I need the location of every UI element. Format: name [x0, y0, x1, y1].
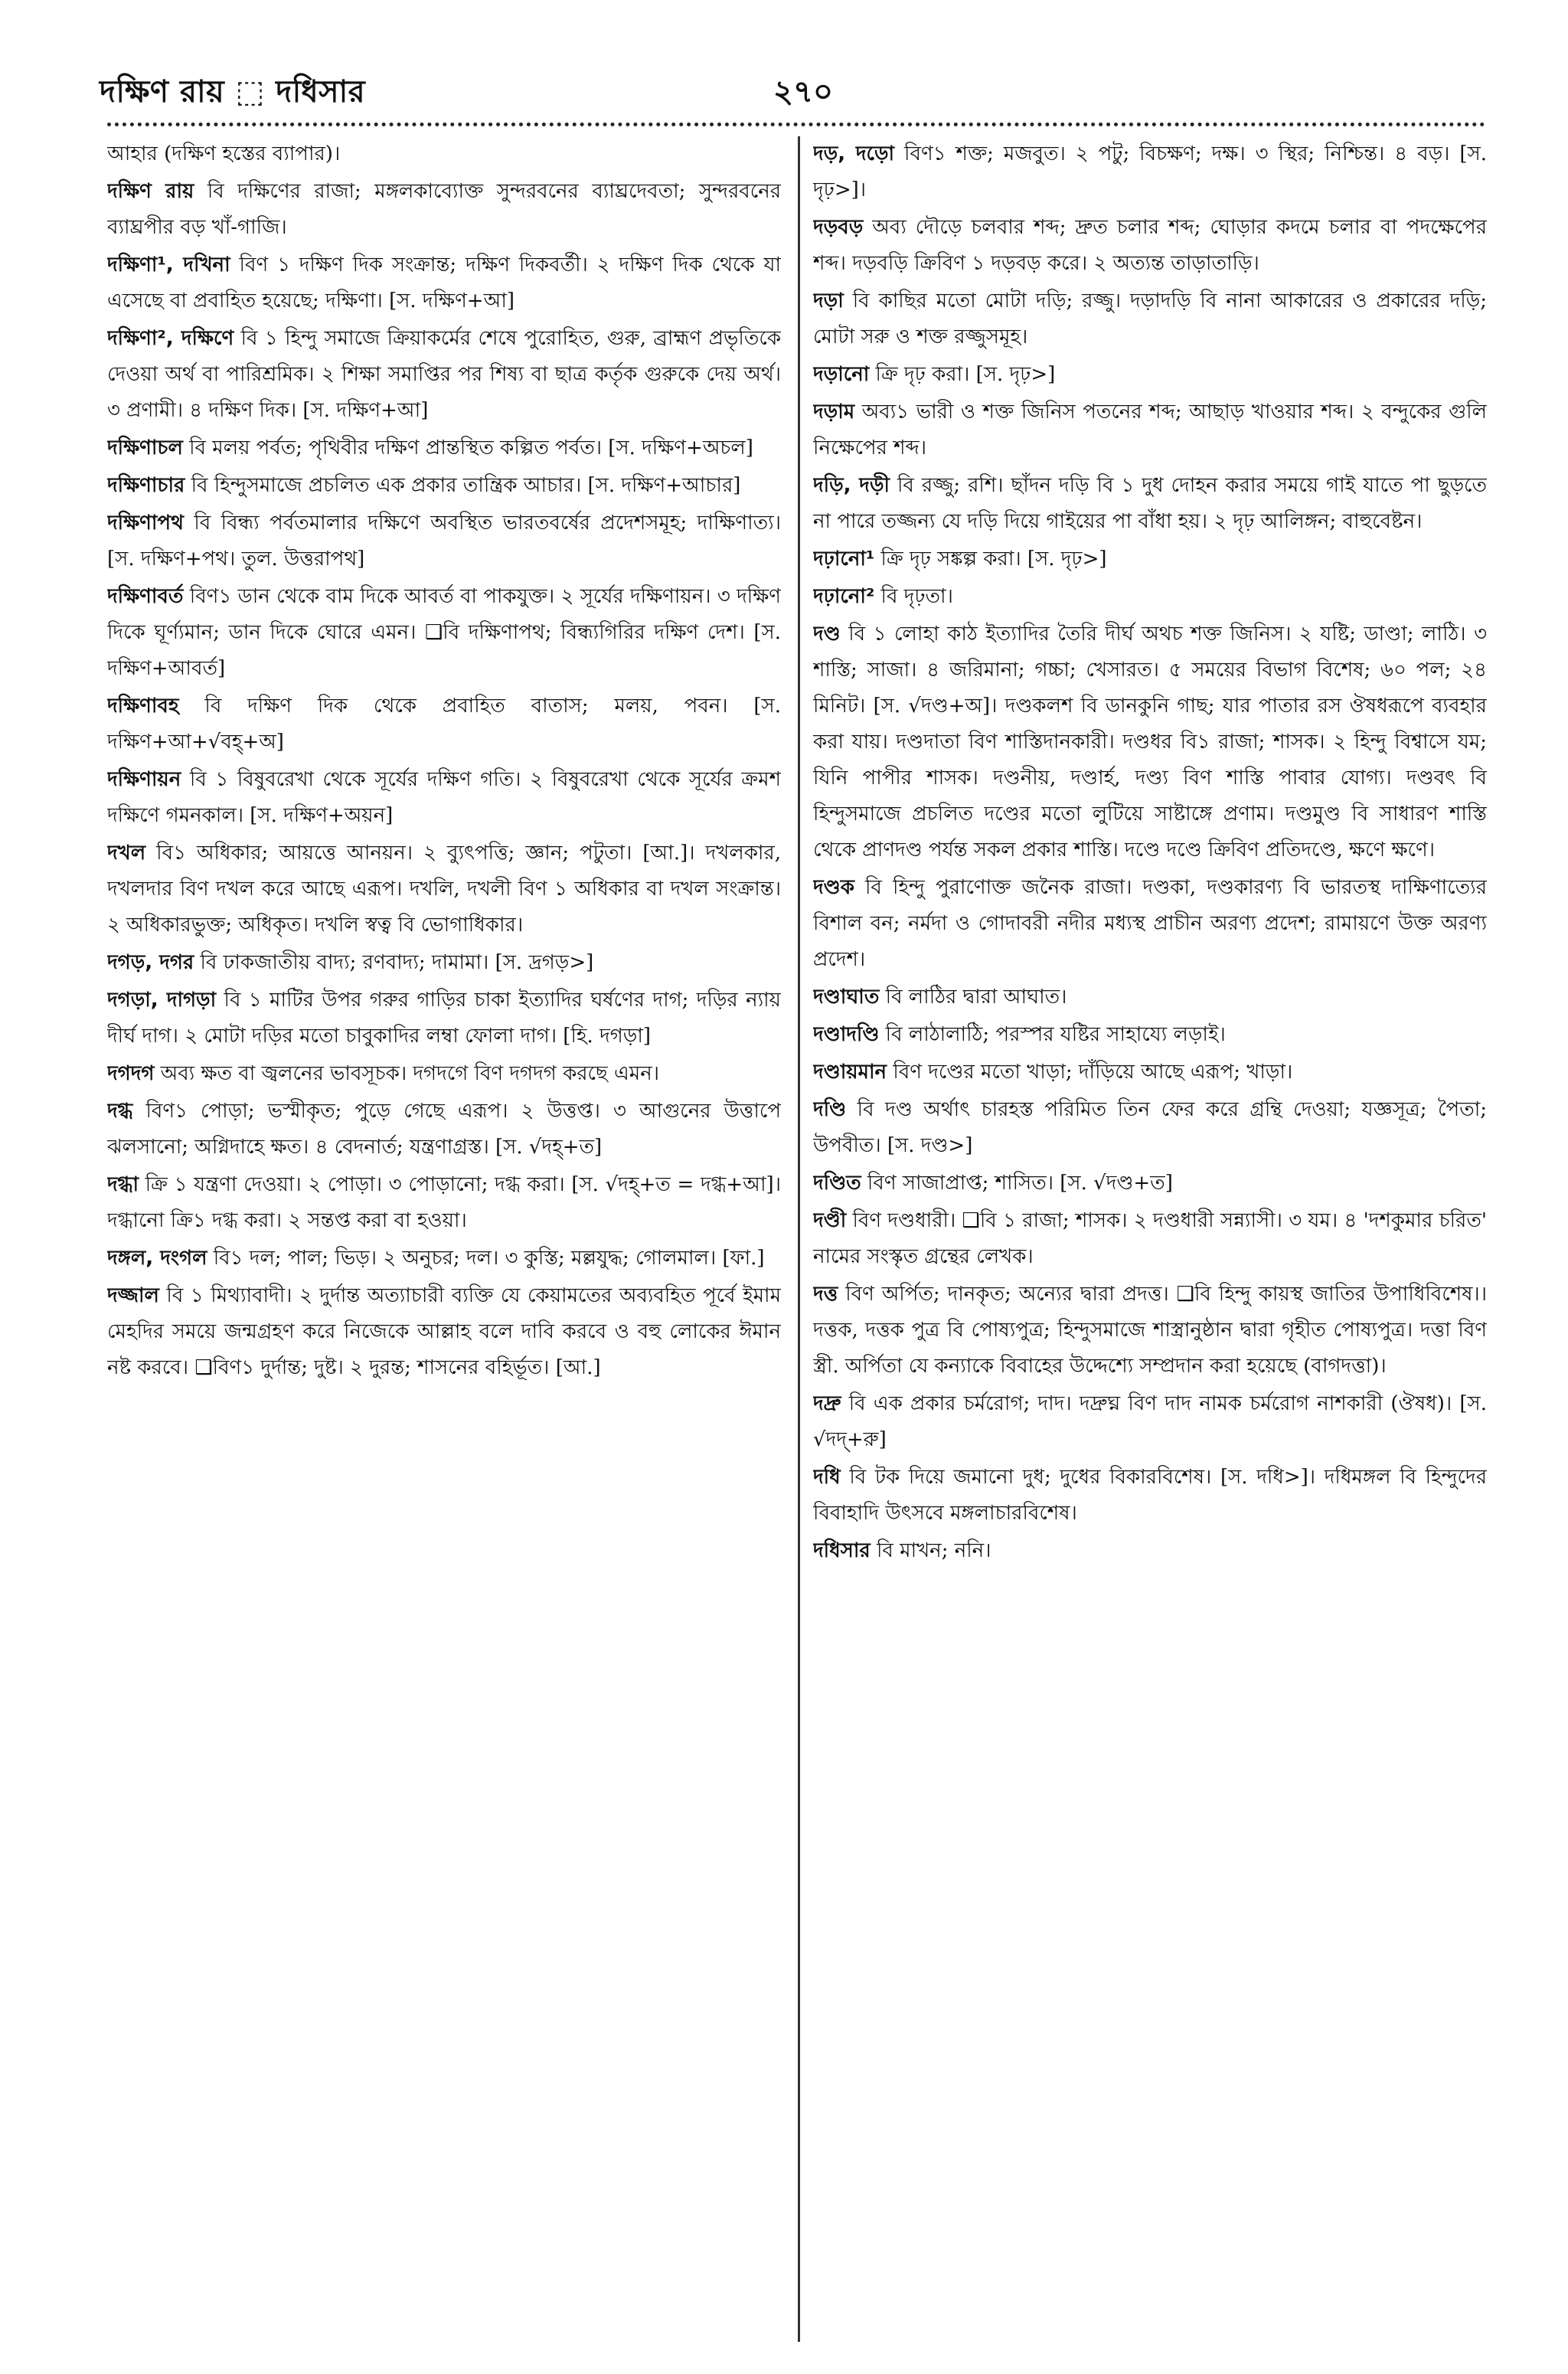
- definition-text: বি হিন্দু পুরাণোক্ত জনৈক রাজা। দণ্ডকা, দণ্ডকারণ্য বি ভারতস্থ দাক্ষিণাত্যের বিশাল বন; নর্মদা ও গোদাবরী নদীর মধ্যস্থ প্রাচীন অরণ্য প্রদেশ; রামায়ণে উক্ত অরণ্য প্রদেশ।: [813, 876, 1487, 971]
- dictionary-entry: [813, 1533, 1487, 1569]
- definition-text: বি ঢাকজাতীয় বাদ্য; রণবাদ্য; দামামা। [স. দ্রগড়>]: [200, 951, 594, 974]
- definition-text: ক্রি দৃঢ় সঙ্কল্প করা। [স. দৃঢ়>]: [880, 548, 1107, 571]
- headword: দণ্ডাঘাত: [813, 986, 880, 1009]
- definition-text: বিণ সাজাপ্রাপ্ত; শাসিত। [স. √দণ্ড+ত]: [867, 1172, 1173, 1195]
- dictionary-entry: [813, 1203, 1487, 1275]
- headword: দক্ষিণাবর্ত: [107, 585, 184, 608]
- dictionary-entry: [813, 394, 1487, 466]
- dictionary-entry: [107, 136, 781, 172]
- definition-text: বি১ দল; পাল; ভিড়। ২ অনুচর; দল। ৩ কুস্তি; মল্লযুদ্ধ; গোলমাল। [ফা.]: [213, 1247, 765, 1270]
- headword: দড়, দড়ো: [813, 142, 895, 165]
- dictionary-entry: [813, 1017, 1487, 1053]
- headword: দণ্ডাদণ্ডি: [813, 1023, 880, 1046]
- definition-text: বি বিন্ধ্য পর্বতমালার দক্ষিণে অবস্থিত ভারতবর্ষের প্রদেশসমূহ; দাক্ষিণাত্য। [স. দক্ষিণ+পথ। তুল. উত্তরাপথ]: [107, 512, 781, 571]
- headword: দণ্ড: [813, 623, 841, 646]
- definition-text: বি হিন্দুসমাজে প্রচলিত এক প্রকার তান্ত্রিক আচার। [স. দক্ষিণ+আচার]: [191, 474, 741, 497]
- definition-text: বি দণ্ড অর্থাৎ চারহস্ত পরিমিত তিন ফের করে গ্রন্থি দেওয়া; যজ্ঞসূত্র; পৈতা; উপবীত। [স. দণ্ড>]: [813, 1098, 1487, 1157]
- dictionary-entry: [107, 688, 781, 760]
- definition-text: বিণ ১ দক্ষিণ দিক সংক্রান্ত; দক্ষিণ দিকবর্তী। ২ দক্ষিণ দিক থেকে যা এসেছে বা প্রবাহিত হয়েছে; দক্ষিণা। [স. দক্ষিণ+আ]: [107, 253, 781, 312]
- dictionary-entry: [813, 468, 1487, 540]
- definition-text: বিণ১ পোড়া; ভস্মীকৃত; পুড়ে গেছে এরূপ। ২ উত্তপ্ত। ৩ আগুনের উত্তাপে ঝলসানো; অগ্নিদাহে ক্ষত। ৪ বেদনার্ত; যন্ত্রণাগ্রস্ত। [স. √দহ্+ত]: [107, 1100, 781, 1159]
- definition-text: বিণ১ শক্ত; মজবুত। ২ পটু; বিচক্ষণ; দক্ষ। ৩ স্থির; নিশ্চিন্ত। ৪ বড়। [স. দৃঢ়>]।: [813, 142, 1487, 201]
- headword: দক্ষিণাবহ: [107, 695, 179, 718]
- headword: দক্ষিণা², দক্ষিণে: [107, 327, 234, 350]
- definition-text: বি লাঠালাঠি; পরস্পর যষ্টির সাহায্যে লড়াই।: [885, 1023, 1226, 1046]
- header-rule: [107, 123, 1485, 129]
- dictionary-entry: [107, 1056, 781, 1092]
- headword: দড়া: [813, 289, 844, 312]
- definition-text: বি ১ লোহা কাঠ ইত্যাদির তৈরি দীর্ঘ অথচ শক্ত জিনিস। ২ যষ্টি; ডাণ্ডা; লাঠি। ৩ শাস্তি; সাজা। ৪ জরিমানা; গচ্চা; খেসারত। ৫ সময়ের বিভাগ বিশেষ; ৬০ পল; ২৪ মিনিট। [স. √দণ্ড+অ]। দণ্ডকলশ বি ডানকুনি গাছ; যার পাতার রস ঔষধরূপে ব্যবহার করা যায়। দণ্ডদাতা বিণ শাস্তিদানকারী। দণ্ডধর বি১ রাজা; শাসক। ২ হিন্দু বিশ্বাসে যম; যিনি পাপীর শাসক। দণ্ডনীয়, দণ্ডার্হ, দণ্ড্য বিণ শাস্তি পাবার যোগ্য। দণ্ডবৎ বি হিন্দুসমাজে প্রচলিত দণ্ডের মতো লুটিয়ে সাষ্টাঙ্গে প্রণাম। দণ্ডমুণ্ড বি সাধারণ শাস্তি থেকে প্রাণদণ্ড পর্যন্ত সকল প্রকার শাস্তি। দণ্ডে দণ্ডে ক্রিবিণ প্রতিদণ্ডে, ক্ষণে ক্ষণে।: [813, 623, 1487, 862]
- headword: দণ্ডিত: [813, 1172, 861, 1195]
- dictionary-entry: [813, 210, 1487, 282]
- dictionary-entry: [813, 979, 1487, 1015]
- dictionary-entry: [107, 1094, 781, 1166]
- dictionary-entry: [813, 283, 1487, 355]
- headword: দত্ত: [813, 1283, 838, 1306]
- definition-text: বি মাখন; ননি।: [876, 1539, 991, 1562]
- definition-text: বি এক প্রকার চর্মরোগ; দাদ। দদ্রুঘ্ন বিণ দাদ নামক চর্মরোগ নাশকারী (ঔষধ)। [স. √দদ্+রু]: [813, 1392, 1487, 1451]
- dictionary-entry: [107, 430, 781, 466]
- headword: দগ্ধা: [107, 1173, 139, 1196]
- headword: দখল: [107, 842, 146, 865]
- definition-text: বি কাছির মতো মোটা দড়ি; রজ্জু। দড়াদড়ি বি নানা আকারের ও প্রকারের দড়ি; মোটা সরু ও শক্ত রজ্জুসমূহ।: [813, 289, 1487, 348]
- headword: দধি: [813, 1466, 841, 1489]
- headword: দক্ষিণাচার: [107, 474, 185, 497]
- definition-text: বিণ১ ডান থেকে বাম দিকে আবর্ত বা পাকযুক্ত। ২ সূর্যের দক্ষিণায়ন। ৩ দক্ষিণ দিকে ঘূর্ণ্যমান; ডান দিকে ঘোরে এমন। ❑বি দক্ষিণাপথ; বিন্ধ্যগিরির দক্ষিণ দেশ। [স. দক্ষিণ+আবর্ত]: [107, 585, 781, 680]
- definition-text: বি ১ হিন্দু সমাজে ক্রিয়াকর্মের শেষে পুরোহিত, গুরু, ব্রাহ্মণ প্রভৃতিকে দেওয়া অর্থ বা পারিশ্রমিক। ২ শিক্ষা সমাপ্তির পর শিষ্য বা ছাত্র কর্তৃক গুরুকে দেয় অর্থ। ৩ প্রণামী। ৪ দক্ষিণ দিক। [স. দক্ষিণ+আ]: [107, 327, 781, 422]
- headword: দড়ি, দড়ী: [813, 474, 890, 497]
- headword: দড়াম: [813, 401, 855, 423]
- dictionary-entry: [813, 1386, 1487, 1458]
- definition-text: অব্য দৌড়ে চলবার শব্দ; দ্রুত চলার শব্দ; ঘোড়ার কদমে চলার বা পদক্ষেপের শব্দ। দড়বড়ি ক্রিবিণ ১ দড়বড় করে। ২ অত্যন্ত তাড়াতাড়ি।: [813, 216, 1487, 275]
- right-column: [813, 136, 1487, 2342]
- definition-text: বি রজ্জু; রশি। ছাঁদন দড়ি বি ১ দুধ দোহন করার সময়ে গাই যাতে পা ছুড়তে না পারে তজ্জন্য যে দড়ি দিয়ে গাইয়ের পা বাঁধা হয়। ২ দৃঢ় আলিঙ্গন; বাহুবেষ্টন।: [813, 474, 1487, 533]
- dictionary-entry: [107, 1241, 781, 1277]
- headword: দক্ষিণাচল: [107, 437, 183, 459]
- dictionary-entry: [107, 835, 781, 943]
- dictionary-entry: [107, 321, 781, 429]
- headword: দঢ়ানো¹: [813, 548, 875, 571]
- page-number: ২৭০: [773, 74, 834, 110]
- definition-text: বি মলয় পর্বত; পৃথিবীর দক্ষিণ প্রান্তস্থিত কল্পিত পর্বত। [স. দক্ষিণ+অচল]: [189, 437, 753, 459]
- headword: দক্ষিণাপথ: [107, 512, 184, 535]
- dictionary-entry: [107, 983, 781, 1055]
- headword: দক্ষিণায়ন: [107, 768, 181, 791]
- headword: দণ্ডি: [813, 1098, 847, 1121]
- dictionary-entry: [107, 1278, 781, 1386]
- column-divider: [798, 136, 800, 2342]
- dictionary-entry: [107, 247, 781, 319]
- headword: দদ্রু: [813, 1392, 841, 1415]
- dictionary-entry: [813, 579, 1487, 615]
- running-head: দক্ষিণ রায় ⬚ দধিসার: [100, 74, 366, 110]
- dictionary-entry: [813, 870, 1487, 978]
- definition-text: আহার (দক্ষিণ হস্তের ব্যাপার)।: [107, 142, 341, 165]
- definition-text: বি১ অধিকার; আয়ত্তে আনয়ন। ২ ব্যুৎপত্তি; জ্ঞান; পটুতা। [আ.]। দখলকার, দখলদার বিণ দখল করে আছে এরূপ। দখলি, দখলী বিণ ১ অধিকার বা দখল সংক্রান্ত। ২ অধিকারভুক্ত; অধিকৃত। দখলি স্বত্ব বি ভোগাধিকার।: [107, 842, 781, 937]
- headword: দণ্ডক: [813, 876, 854, 899]
- dictionary-entry: [107, 579, 781, 687]
- dictionary-entry: [107, 762, 781, 834]
- definition-text: বি টক দিয়ে জমানো দুধ; দুধের বিকারবিশেষ। [স. দধি>]। দধিমঙ্গল বি হিন্দুদের বিবাহাদি উৎসবে মঙ্গলাচারবিশেষ।: [813, 1466, 1487, 1525]
- headword: দঙ্গল, দংগল: [107, 1247, 207, 1270]
- headword: দণ্ডী: [813, 1209, 847, 1232]
- headword: দগ্ধ: [107, 1100, 133, 1123]
- definition-text: অব্য ক্ষত বা জ্বলনের ভাবসূচক। দগদগে বিণ দগদগ করছে এমন।: [160, 1062, 660, 1085]
- dictionary-entry: [813, 1277, 1487, 1385]
- headword: দড়বড়: [813, 216, 864, 239]
- definition-text: বি দক্ষিণ দিক থেকে প্রবাহিত বাতাস; মলয়, পবন। [স. দক্ষিণ+আ+√বহ্+অ]: [107, 695, 781, 754]
- dictionary-entry: [107, 174, 781, 246]
- headword: দধিসার: [813, 1539, 871, 1562]
- dictionary-entry: [813, 1092, 1487, 1164]
- dictionary-entry: [813, 1166, 1487, 1202]
- definition-text: বিণ দণ্ডধারী। ❑বি ১ রাজা; শাসক। ২ দণ্ডধারী সন্ন্যাসী। ৩ যম। ৪ 'দশকুমার চরিত' নামের সংস্কৃত গ্রন্থের লেখক।: [813, 1209, 1487, 1268]
- dictionary-entry: [813, 357, 1487, 393]
- headword: দণ্ডায়মান: [813, 1061, 887, 1084]
- headword: দক্ষিণ রায়: [107, 180, 194, 203]
- dictionary-entry: [813, 1055, 1487, 1091]
- dictionary-entry: [107, 505, 781, 577]
- definition-text: ক্রি দৃঢ় করা। [স. দৃঢ়>]: [875, 363, 1056, 386]
- definition-text: ক্রি ১ যন্ত্রণা দেওয়া। ২ পোড়া। ৩ পোড়ানো; দগ্ধ করা। [স. √দহ্+ত = দগ্ধ+আ]। দগ্ধানো ক্রি১ দগ্ধ করা। ২ সন্তপ্ত করা বা হওয়া।: [107, 1173, 781, 1232]
- left-column: [107, 136, 781, 2342]
- dictionary-entry: [813, 136, 1487, 208]
- headword: দড়ানো: [813, 363, 870, 386]
- headword: দক্ষিণা¹, দখিনা: [107, 253, 230, 276]
- dictionary-entry: [107, 945, 781, 981]
- headword: দগড়, দগর: [107, 951, 194, 974]
- dictionary-entry: [813, 616, 1487, 868]
- definition-text: বি ১ বিষুবরেখা থেকে সূর্যের দক্ষিণ গতি। ২ বিষুবরেখা থেকে সূর্যের ক্রমশ দক্ষিণে গমনকাল। [স. দক্ষিণ+অয়ন]: [107, 768, 781, 827]
- definition-text: অব্য১ ভারী ও শক্ত জিনিস পতনের শব্দ; আছাড় খাওয়ার শব্দ। ২ বন্দুকের গুলি নিক্ষেপের শব্দ।: [813, 401, 1487, 459]
- definition-text: বি ১ মিথ্যাবাদী। ২ দুর্দান্ত অত্যাচারী ব্যক্তি যে কেয়ামতের অব্যবহিত পূর্বে ইমাম মেহদির সময়ে জন্মগ্রহণ করে নিজেকে আল্লাহ বলে দাবি করবে ও বহু লোকের ঈমান নষ্ট করবে। ❑বিণ১ দুর্দান্ত; দুষ্ট। ২ দুরন্ত; শাসনের বহির্ভূত। [আ.]: [107, 1284, 781, 1379]
- dictionary-entry: [107, 468, 781, 504]
- headword: দগড়া, দাগড়া: [107, 989, 217, 1012]
- definition-text: বি ১ মাটির উপর গরুর গাড়ির চাকা ইত্যাদির ঘর্ষণের দাগ; দড়ির ন্যায় দীর্ঘ দাগ। ২ মোটা দড়ির মতো চাবুকাদির লম্বা ফোলা দাগ। [হি. দগড়া]: [107, 989, 781, 1048]
- definition-text: বিণ দণ্ডের মতো খাড়া; দাঁড়িয়ে আছে এরূপ; খাড়া।: [893, 1061, 1293, 1084]
- headword: দজ্জাল: [107, 1284, 159, 1307]
- dictionary-entry: [813, 541, 1487, 577]
- definition-text: বি দক্ষিণের রাজা; মঙ্গলকাব্যোক্ত সুন্দরবনের ব্যাঘ্রদেবতা; সুন্দরবনের ব্যাঘ্রপীর বড় খাঁ-গাজি।: [107, 180, 781, 239]
- definition-text: বিণ অর্পিত; দানকৃত; অন্যের দ্বারা প্রদত্ত। ❑বি হিন্দু কায়স্থ জাতির উপাধিবিশেষ।। দত্তক, দত্তক পুত্র বি পোষ্যপুত্র; হিন্দুসমাজে শাস্ত্রানুষ্ঠান দ্বারা গৃহীত পোষ্যপুত্র। দত্তা বিণ স্ত্রী. অর্পিতা যে কন্যাকে বিবাহের উদ্দেশ্যে সম্প্রদান করা হয়েছে (বাগদত্তা)।: [813, 1283, 1487, 1378]
- page-header: [100, 67, 1478, 121]
- dictionary-entry: [813, 1460, 1487, 1532]
- definition-text: বি দৃঢ়তা।: [880, 585, 953, 608]
- headword: দঢ়ানো²: [813, 585, 875, 608]
- dictionary-entry: [107, 1167, 781, 1239]
- headword: দগদগ: [107, 1062, 155, 1085]
- definition-text: বি লাঠির দ্বারা আঘাত।: [885, 986, 1067, 1009]
